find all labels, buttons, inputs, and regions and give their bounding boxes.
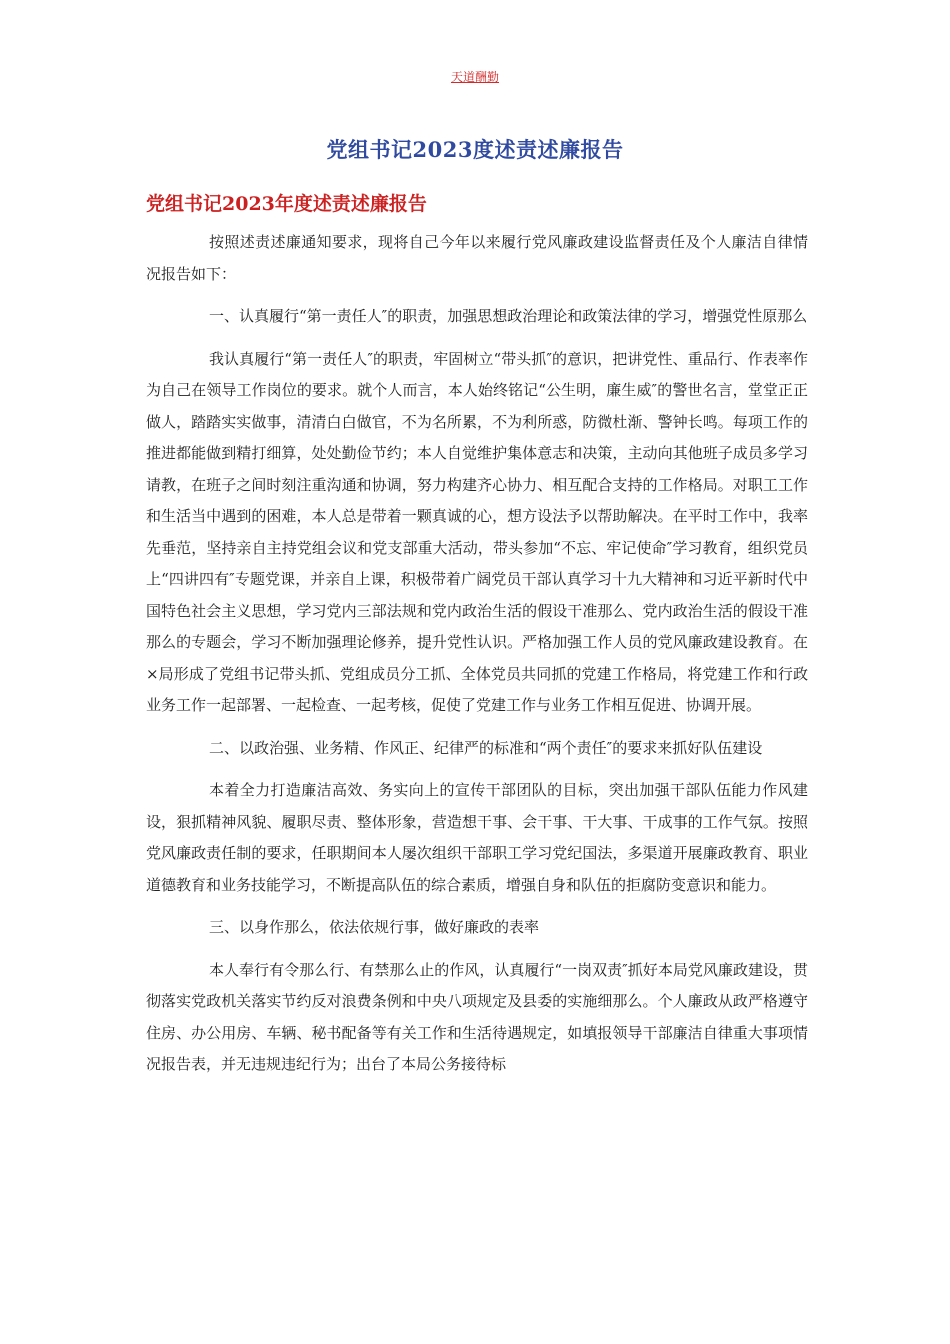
intro-paragraph: 按照述责述廉通知要求，现将自己今年以来履行党风廉政建设监督责任及个人廉洁自律情况报告如下：: [146, 233, 808, 283]
section-heading-2: 二、以政治强、业务精、作风正、纪律严的标准和“两个责任″的要求来抓好队伍建设: [209, 738, 763, 757]
section-heading-3: 三、以身作那么，依法依规行事，做好廉政的表率: [209, 918, 540, 936]
section-body-1: 我认真履行“第一责任人″的职责，牢固树立“带头抓″的意识，把讲党性、重品行、作表率作为自己在领导工作岗位的要求。就个人而言，本人始终铭记“公生明，廉生威″的警世名言，堂堂正正做人，踏踏实实做事，清清白白做官，不为名所累，不为利所惑，防微杜渐、警钟长鸣。每项工作的推进都能做到精打细算，处处勤俭节约；本人自觉维护集体意志和决策，主动向其他班子成员多学习请教，在班子之间时刻注重沟通和协调，努力构建齐心协力、相互配合支持的工作格局。对职工工作和生活当中遇到的困难，本人总是带着一颗真诚的心，想方设法予以帮助解决。在平时工作中，我率先垂范，坚持亲自主持党组会议和党支部重大活动，带头参加“不忘、牢记使命″学习教育，组织党员上“四讲四有″专题党课，并亲自上课，积极带着广阔党员干部认真学习十九大精神和习近平新时代中国特色社会主义思想，学习党内三部法规和党内政治生活的假设干准那么、党内政治生活的假设干准那么的专题会，学习不断加强理论修养，提升党性认识。严格加强工作人员的党风廉政建设教育。在×局形成了党组书记带头抓、党组成员分工抓、全体党员共同抓的党建工作格局，将党建工作和行政业务工作一起部署、一起检查、一起考核，促使了党建工作与业务工作相互促进、协调开展。: [146, 349, 808, 714]
document-body: [146, 227, 808, 1092]
header-link[interactable]: 天道酬勤: [450, 70, 499, 84]
document-title: 党组书记2023度述责述廉报告: [326, 137, 624, 162]
section-heading-1: 一、认真履行“第一责任人″的职责，加强思想政治理论和政策法律的学习，增强党性原那么: [209, 307, 808, 325]
section-body-3: 本人奉行有令那么行、有禁那么止的作风，认真履行“一岗双责″抓好本局党风廉政建设，贯彻落实党政机关落实节约反对浪费条例和中央八项规定及县委的实施细那么。个人廉政从政严格遵守住房、办公用房、车辆、秘书配备等有关工作和生活待遇规定，如填报领导干部廉洁自律重大事项情况报告表，并无违规违纪行为；出台了本局公务接待标: [146, 960, 808, 1073]
section-body-2: 本着全力打造廉洁高效、务实向上的宣传干部团队的目标，突出加强干部队伍能力作风建设，狠抓精神风貌、履职尽责、整体形象，营造想干事、会干事、干大事、干成事的工作气氛。按照党风廉政责任制的要求，任职期间本人屡次组织干部职工学习党纪国法，多渠道开展廉政教育、职业道德教育和业务技能学习，不断提高队伍的综合素质，增强自身和队伍的拒腐防变意识和能力。: [146, 781, 808, 894]
document-subtitle: 党组书记2023年度述责述廉报告: [146, 193, 427, 215]
